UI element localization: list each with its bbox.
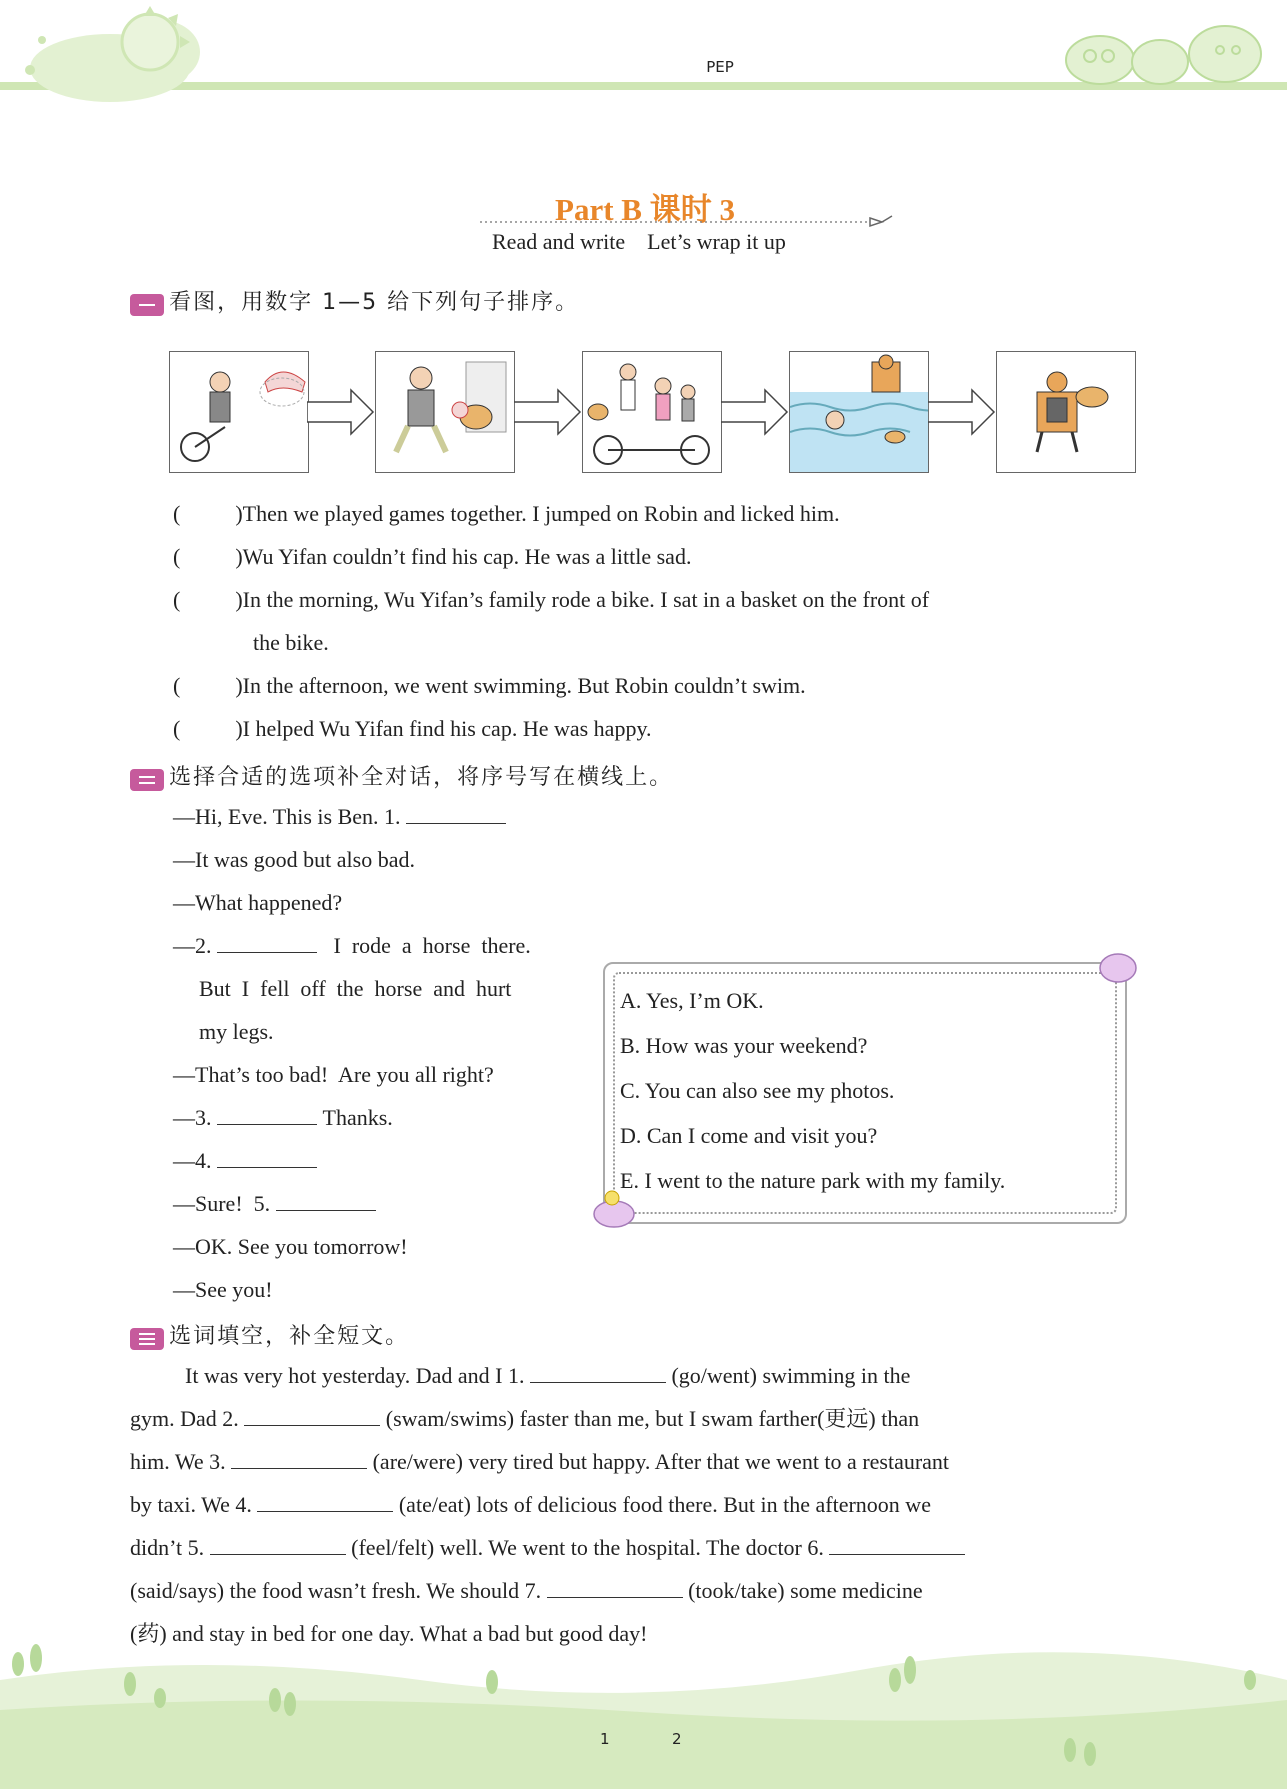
dialogue-line [173,1190,376,1218]
passage-line [130,1448,949,1476]
boy-bike-illustration [170,352,308,472]
answer-blank-5[interactable] [276,1190,376,1211]
passage-text: (go/went) swimming in the [671,1363,911,1388]
passage-line [130,1405,919,1433]
passage-blank-4[interactable] [257,1491,393,1512]
passage-line: (药) and stay in bed for one day. What a bad but good day! [130,1621,648,1646]
ordering-bracket[interactable]: ( ) [173,587,243,612]
swimming-illustration [790,352,928,472]
header-label: PEP [706,58,734,76]
passage-text: (said/says) the food wasn’t fresh. We should 7. [130,1578,542,1603]
ordering-bracket[interactable]: ( ) [173,673,243,698]
dialogue-line: my legs. [199,1019,274,1044]
dialogue-text: —Sure! 5. [173,1191,271,1216]
page-number-left: 1 [600,1730,610,1748]
picture-2 [375,351,515,473]
ordering-text: I helped Wu Yifan find his cap. He was happy. [242,716,652,741]
page-title: Part B 课时 3 [555,192,735,227]
option-d: D. Can I come and visit you? [620,1123,878,1148]
ordering-text: In the afternoon, we went swimming. But Robin couldn’t swim. [242,673,806,698]
arrow-icon [307,388,375,436]
arrow-icon [721,388,789,436]
dialogue-text: —3. [173,1105,212,1130]
passage-text: didn’t 5. [130,1535,205,1560]
passage-text: (swam/swims) faster than me, but I swam farther(更远) than [385,1406,920,1431]
picture-4 [789,351,929,473]
option-c: C. You can also see my photos. [620,1078,895,1103]
ordering-item [173,543,691,571]
dialogue-text: —Hi, Eve. This is Ben. 1. [173,804,401,829]
option-e: E. I went to the nature park with my family. [620,1168,1006,1193]
dialogue-line: But I fell off the horse and hurt [199,976,512,1001]
passage-blank-6[interactable] [829,1534,965,1555]
picture-5 [996,351,1136,473]
passage-text: by taxi. We 4. [130,1492,252,1517]
dialogue-text: —4. [173,1148,212,1173]
ordering-item [173,672,806,700]
arrow-icon [928,388,996,436]
section1-instruction: 看图，用数字 1—5 给下列句子排序。 [169,290,580,315]
ordering-item [173,715,652,743]
section2-instruction: 选择合适的选项补全对话，将序号写在横线上。 [169,765,674,790]
page-number-right: 2 [672,1730,682,1748]
arrow-icon [514,388,582,436]
passage-text: him. We 3. [130,1449,226,1474]
passage-line [130,1491,931,1519]
ordering-text: Wu Yifan couldn’t find his cap. He was a little sad. [242,544,692,569]
flower-icon [1096,950,1140,986]
ordering-item [173,500,840,528]
passage-text: (are/were) very tired but happy. After that we went to a restaurant [372,1449,950,1474]
header-decoration [0,0,1287,110]
dialogue-line: —It was good but also bad. [173,847,415,872]
picture-3 [582,351,722,473]
passage-line [185,1362,910,1390]
section3-heading [130,1319,409,1350]
passage-blank-5[interactable] [210,1534,346,1555]
passage-blank-3[interactable] [231,1448,367,1469]
dialogue-line [173,803,506,831]
dialogue-text: —2. [173,933,212,958]
family-bike-illustration [583,352,721,472]
ordering-bracket[interactable]: ( ) [173,501,243,526]
ordering-item [173,586,929,614]
section1-badge [130,294,164,316]
picture-1 [169,351,309,473]
dialogue-line [173,932,531,960]
answer-blank-3[interactable] [217,1104,317,1125]
dialogue-text: I rode a horse there. [333,933,531,958]
dialogue-line: —What happened? [173,890,343,915]
option-b: B. How was your weekend? [620,1033,868,1058]
boy-dog-illustration [376,352,514,472]
ordering-item-continuation: the bike. [253,630,329,655]
passage-text: (ate/eat) lots of delicious food there. But in the afternoon we [398,1492,931,1517]
answer-blank-2[interactable] [217,932,317,953]
robot-dog-illustration [997,352,1135,472]
ordering-text: In the morning, Wu Yifan’s family rode a bike. I sat in a basket on the front of [242,587,930,612]
section2-heading [130,760,673,791]
passage-line [130,1577,923,1605]
dialogue-text: Thanks. [322,1105,393,1130]
option-a: A. Yes, I’m OK. [620,988,764,1013]
ordering-bracket[interactable]: ( ) [173,544,243,569]
passage-blank-2[interactable] [244,1405,380,1426]
answer-blank-1[interactable] [406,803,506,824]
passage-blank-1[interactable] [530,1362,666,1383]
passage-line [130,1534,965,1562]
footer-decoration [0,1640,1287,1789]
section2-badge [130,769,164,791]
passage-text: It was very hot yesterday. Dad and I 1. [185,1363,525,1388]
section1-heading [130,285,579,316]
passage-text: (took/take) some medicine [688,1578,923,1603]
passage-blank-7[interactable] [547,1577,683,1598]
dialogue-line: —That’s too bad! Are you all right? [173,1062,494,1087]
dialogue-line: —OK. See you tomorrow! [173,1234,408,1259]
answer-blank-4[interactable] [217,1147,317,1168]
section3-badge [130,1328,164,1350]
dialogue-line [173,1147,317,1175]
dialogue-line [173,1104,393,1132]
ordering-text: Then we played games together. I jumped on Robin and licked him. [242,501,840,526]
passage-text: (feel/felt) well. We went to the hospital. The doctor 6. [351,1535,824,1560]
page-subtitle: Read and write Let’s wrap it up [492,229,786,254]
dialogue-line: —See you! [173,1277,273,1302]
ordering-bracket[interactable]: ( ) [173,716,243,741]
passage-text: gym. Dad 2. [130,1406,239,1431]
section3-instruction: 选词填空，补全短文。 [169,1324,410,1349]
